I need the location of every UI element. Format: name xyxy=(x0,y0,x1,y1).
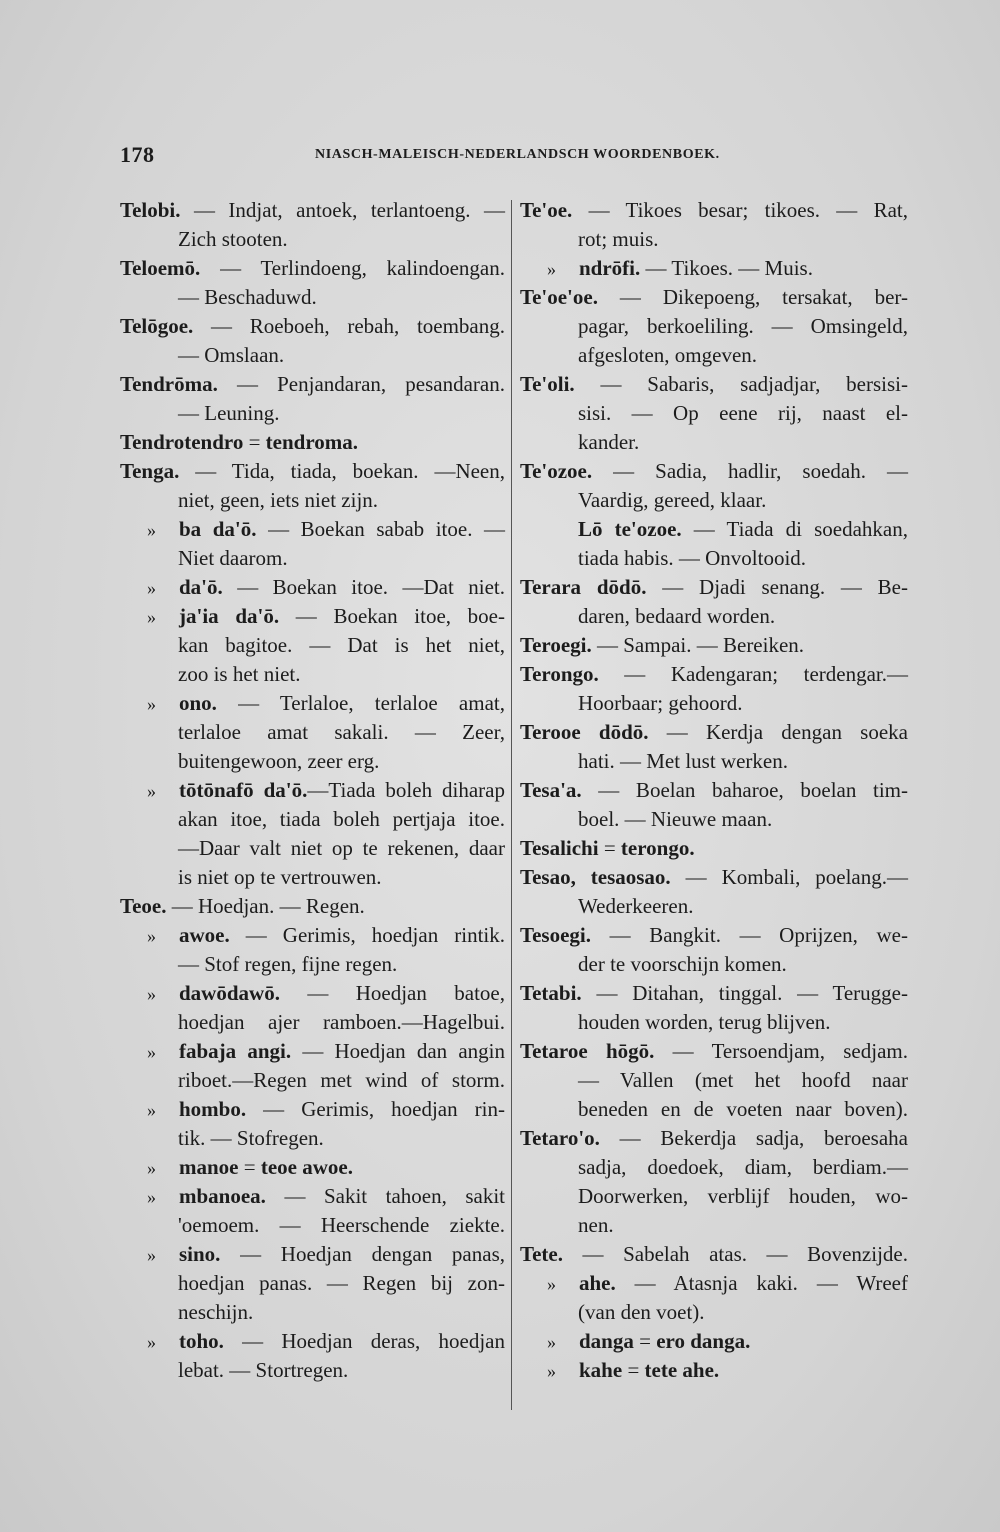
headword: Tendrotendro xyxy=(120,430,244,454)
definition-text: — Bangkit. — Oprijzen, we- xyxy=(590,923,908,947)
headword: Te'ozoe. xyxy=(520,459,593,483)
definition-text: — Hoedjan dengan panas, xyxy=(220,1242,505,1266)
entry-continuation-line xyxy=(520,1153,908,1182)
headword: sino. xyxy=(179,1242,221,1266)
subentry-marker: » xyxy=(147,926,156,946)
definition-text: sisi. — Op eene rij, naast el- xyxy=(578,401,908,425)
entry-continuation-line xyxy=(520,544,908,573)
definition-text: afgesloten, omgeven. xyxy=(578,343,758,367)
headword: Tetaro'o. xyxy=(520,1126,600,1150)
dictionary-entry-line xyxy=(520,863,908,892)
definition-text: beneden en de voeten naar boven). xyxy=(578,1097,908,1121)
definition-text: — Tiada di soedahkan, xyxy=(681,517,908,541)
cross-reference-headword: tete ahe. xyxy=(644,1358,720,1382)
definition-text: nen. xyxy=(578,1213,614,1237)
dictionary-entry-line xyxy=(120,573,505,602)
entry-continuation-line xyxy=(120,1269,505,1298)
dictionary-entry-line xyxy=(520,515,908,544)
entry-continuation-line xyxy=(120,950,505,979)
definition-text: — Tikoes. — Muis. xyxy=(640,256,813,280)
subentry-marker: » xyxy=(147,781,156,801)
dictionary-entry-line xyxy=(120,1240,505,1269)
dictionary-entry-line xyxy=(520,254,908,283)
definition-text: — Roeboeh, rebah, toembang. xyxy=(193,314,505,338)
entry-continuation-line xyxy=(520,486,908,515)
headword: tōtōnafō da'ō. xyxy=(179,778,308,802)
definition-text: rot; muis. xyxy=(578,227,659,251)
dictionary-entry-line xyxy=(520,631,908,660)
subentry-marker: » xyxy=(147,1187,156,1207)
dictionary-entry-line xyxy=(520,1037,908,1066)
entry-continuation-line xyxy=(520,1298,908,1327)
entry-continuation-line xyxy=(520,399,908,428)
definition-text: tik. — Stofregen. xyxy=(178,1126,324,1150)
entry-continuation-line xyxy=(520,892,908,921)
subentry-marker: » xyxy=(547,1332,556,1352)
dictionary-entry-line xyxy=(120,1182,505,1211)
definition-text: — Dikepoeng, tersakat, ber- xyxy=(597,285,908,309)
entry-continuation-line xyxy=(120,1008,505,1037)
definition-text: = xyxy=(243,430,266,454)
definition-text: zoo is het niet. xyxy=(178,662,301,686)
definition-text: Niet daarom. xyxy=(178,546,288,570)
definition-text: — Kadengaran; terdengar.— xyxy=(598,662,908,686)
definition-text: niet, geen, iets niet zijn. xyxy=(178,488,379,512)
definition-text: Zich stooten. xyxy=(178,227,288,251)
dictionary-entry-line xyxy=(120,1095,505,1124)
definition-text: der te voorschijn komen. xyxy=(578,952,787,976)
subentry-marker: » xyxy=(147,694,156,714)
headword: Tesalichi xyxy=(520,836,599,860)
entry-continuation-line xyxy=(120,747,505,776)
entry-continuation-line xyxy=(520,1008,908,1037)
cross-reference-headword: terongo. xyxy=(620,836,695,860)
entry-continuation-line xyxy=(120,863,505,892)
dictionary-entry-line xyxy=(520,1269,908,1298)
headword: awoe. xyxy=(179,923,230,947)
dictionary-entry-line xyxy=(120,515,505,544)
entry-continuation-line xyxy=(120,631,505,660)
headword: Telōgoe. xyxy=(120,314,194,338)
entry-continuation-line xyxy=(520,950,908,979)
dictionary-entry-line xyxy=(520,1356,908,1385)
cross-reference-headword: teoe awoe. xyxy=(260,1155,353,1179)
definition-text: — Atasnja kaki. — Wreef xyxy=(615,1271,908,1295)
headword: ba da'ō. xyxy=(179,517,257,541)
subentry-marker: » xyxy=(547,1274,556,1294)
definition-text: —Daar valt niet op te rekenen, daar xyxy=(178,836,505,860)
definition-text: lebat. — Stortregen. xyxy=(178,1358,349,1382)
page-header xyxy=(120,142,910,172)
headword: danga xyxy=(579,1329,634,1353)
subentry-marker: » xyxy=(547,1361,556,1381)
headword: mbanoea. xyxy=(179,1184,266,1208)
definition-text: Vaardig, gereed, klaar. xyxy=(578,488,767,512)
definition-text: — Stof regen, fijne regen. xyxy=(178,952,398,976)
definition-text: Doorwerken, verblijf houden, wo- xyxy=(578,1184,908,1208)
definition-text: — Sampai. — Bereiken. xyxy=(591,633,805,657)
dictionary-entry-line xyxy=(520,573,908,602)
definition-text: — Leuning. xyxy=(178,401,280,425)
definition-text: — Tida, tiada, boekan. —Neen, xyxy=(179,459,505,483)
entry-continuation-line xyxy=(520,747,908,776)
dictionary-entry-line xyxy=(520,1240,908,1269)
dictionary-entry-line xyxy=(520,196,908,225)
dictionary-entry-line xyxy=(520,718,908,747)
definition-text: akan itoe, tiada boleh pertjaja itoe. xyxy=(178,807,505,831)
entry-continuation-line xyxy=(120,1298,505,1327)
definition-text: — Boekan sabab itoe. — xyxy=(256,517,506,541)
entry-continuation-line xyxy=(520,341,908,370)
definition-text: kan bagitoe. — Dat is het niet, xyxy=(178,633,505,657)
definition-text: buitengewoon, zeer erg. xyxy=(178,749,380,773)
headword: Terooe dōdō. xyxy=(520,720,649,744)
dictionary-entry-line xyxy=(120,921,505,950)
definition-text: — Omslaan. xyxy=(178,343,285,367)
definition-text: — Hoedjan deras, hoedjan xyxy=(223,1329,505,1353)
definition-text: — Hoedjan. — Regen. xyxy=(166,894,365,918)
entry-continuation-line xyxy=(520,689,908,718)
headword: Tete. xyxy=(520,1242,563,1266)
definition-text: — Sabelah atas. — Bovenzijde. xyxy=(562,1242,908,1266)
definition-text: — Djadi senang. — Be- xyxy=(646,575,908,599)
definition-text: — Kerdja dengan soeka xyxy=(648,720,908,744)
cross-reference-headword: ero danga. xyxy=(656,1329,751,1353)
definition-text: — Tersoendjam, sedjam. xyxy=(654,1039,908,1063)
definition-text: Wederkeeren. xyxy=(578,894,694,918)
entry-continuation-line xyxy=(520,1095,908,1124)
headword: Terongo. xyxy=(520,662,599,686)
definition-text: Hoorbaar; gehoord. xyxy=(578,691,743,715)
entry-continuation-line xyxy=(520,602,908,631)
definition-text: — Gerimis, hoedjan rintik. xyxy=(229,923,505,947)
entry-continuation-line xyxy=(520,1182,908,1211)
subentry-marker: » xyxy=(147,1158,156,1178)
dictionary-entry-line xyxy=(520,921,908,950)
dictionary-entry-line xyxy=(120,457,505,486)
definition-text: — Hoedjan dan angin xyxy=(291,1039,505,1063)
entry-continuation-line xyxy=(520,1211,908,1240)
definition-text: — Sadia, hadlir, soedah. — xyxy=(592,459,908,483)
subentry-marker: » xyxy=(147,607,156,627)
definition-text: is niet op te vertrouwen. xyxy=(178,865,382,889)
definition-text: — Gerimis, hoedjan rin- xyxy=(246,1097,505,1121)
entry-continuation-line xyxy=(120,718,505,747)
definition-text: = xyxy=(622,1358,645,1382)
headword: ndrōfi. xyxy=(579,256,641,280)
headword: Teloemō. xyxy=(120,256,201,280)
dictionary-entry-line xyxy=(120,254,505,283)
headword: fabaja angi. xyxy=(179,1039,292,1063)
headword: Tesao, tesaosao. xyxy=(520,865,671,889)
entry-continuation-line xyxy=(120,544,505,573)
entry-continuation-line xyxy=(120,225,505,254)
headword: Tetaroe hōgō. xyxy=(520,1039,655,1063)
definition-text: terlaloe amat sakali. — Zeer, xyxy=(178,720,505,744)
headword: da'ō. xyxy=(179,575,223,599)
definition-text: = xyxy=(238,1155,261,1179)
subentry-marker: » xyxy=(147,520,156,540)
subentry-marker: » xyxy=(547,259,556,279)
running-title: NIASCH-MALEISCH-NEDERLANDSCH WOORDENBOEK. xyxy=(315,147,720,162)
definition-text: — Boekan itoe. —Dat niet. xyxy=(222,575,505,599)
headword: kahe xyxy=(579,1358,623,1382)
page-number: 178 xyxy=(120,142,155,167)
entry-continuation-line xyxy=(520,1066,908,1095)
dictionary-entry-line xyxy=(520,1124,908,1153)
headword: hombo. xyxy=(179,1097,247,1121)
definition-text: hoedjan panas. — Regen bij zon- xyxy=(178,1271,505,1295)
dictionary-entry-line xyxy=(120,689,505,718)
definition-text: — Bekerdja sadja, beroesaha xyxy=(599,1126,908,1150)
dictionary-entry-line xyxy=(520,283,908,312)
definition-text: — Indjat, antoek, terlantoeng. — xyxy=(180,198,505,222)
subentry-marker: » xyxy=(147,578,156,598)
definition-text: —Tiada boleh diharap xyxy=(307,778,505,802)
dictionary-entry-line xyxy=(520,660,908,689)
headword: Te'oli. xyxy=(520,372,575,396)
entry-continuation-line xyxy=(120,805,505,834)
dictionary-entry-line xyxy=(120,1153,505,1182)
headword: Te'oe'oe. xyxy=(520,285,598,309)
entry-continuation-line xyxy=(120,1066,505,1095)
dictionary-entry-line xyxy=(120,892,505,921)
headword: manoe xyxy=(179,1155,239,1179)
entry-continuation-line xyxy=(120,341,505,370)
headword: Te'oe. xyxy=(520,198,573,222)
dictionary-entry-line xyxy=(120,776,505,805)
definition-text: — Sabaris, sadjadjar, bersisi- xyxy=(574,372,908,396)
subentry-marker: » xyxy=(147,1100,156,1120)
dictionary-entry-line xyxy=(120,1037,505,1066)
entry-continuation-line xyxy=(520,225,908,254)
definition-text: tiada habis. — Onvoltooid. xyxy=(578,546,807,570)
headword: Tesa'a. xyxy=(520,778,582,802)
definition-text: — Penjandaran, pesandaran. xyxy=(217,372,505,396)
subentry-marker: » xyxy=(147,1332,156,1352)
left-column xyxy=(120,196,505,1385)
dictionary-entry-line xyxy=(520,370,908,399)
headword: Telobi. xyxy=(120,198,181,222)
definition-text: = xyxy=(598,836,621,860)
entry-continuation-line xyxy=(520,428,908,457)
dictionary-entry-line xyxy=(520,834,908,863)
subentry-marker: » xyxy=(147,1245,156,1265)
dictionary-entry-line xyxy=(520,979,908,1008)
column-divider xyxy=(511,200,512,1410)
headword: Teoe. xyxy=(120,894,167,918)
definition-text: daren, bedaard worden. xyxy=(578,604,776,628)
dictionary-entry-line xyxy=(120,1327,505,1356)
headword: Tesoegi. xyxy=(520,923,591,947)
dictionary-entry-line xyxy=(120,602,505,631)
right-column xyxy=(520,196,908,1385)
definition-text: — Boekan itoe, boe- xyxy=(279,604,505,628)
dictionary-entry-line xyxy=(520,776,908,805)
headword: Terara dōdō. xyxy=(520,575,647,599)
definition-text: — Sakit tahoen, sakit xyxy=(265,1184,505,1208)
definition-text: = xyxy=(633,1329,657,1353)
entry-continuation-line xyxy=(520,312,908,341)
cross-reference-headword: tendroma. xyxy=(265,430,359,454)
headword: Teroegi. xyxy=(520,633,592,657)
definition-text: (van den voet). xyxy=(578,1300,705,1324)
dictionary-entry-line xyxy=(120,196,505,225)
definition-text: — Terlindoeng, kalindoengan. xyxy=(200,256,505,280)
definition-text: — Tikoes besar; tikoes. — Rat, xyxy=(572,198,908,222)
definition-text: — Kombali, poelang.— xyxy=(670,865,909,889)
dictionary-entry-line xyxy=(120,370,505,399)
headword: ja'ia da'ō. xyxy=(179,604,280,628)
headword: dawōdawō. xyxy=(179,981,280,1005)
headword: Lō te'ozoe. xyxy=(578,517,682,541)
definition-text: pagar, berkoeliling. — Omsingeld, xyxy=(578,314,908,338)
entry-continuation-line xyxy=(120,660,505,689)
definition-text: sadja, doedoek, diam, berdiam.— xyxy=(578,1155,908,1179)
entry-continuation-line xyxy=(120,834,505,863)
definition-text: — Boelan baharoe, boelan tim- xyxy=(581,778,908,802)
headword: ono. xyxy=(179,691,217,715)
subentry-marker: » xyxy=(147,1042,156,1062)
definition-text: — Beschaduwd. xyxy=(178,285,317,309)
dictionary-entry-line xyxy=(520,1327,908,1356)
dictionary-entry-line xyxy=(120,312,505,341)
definition-text: — Terlaloe, terlaloe amat, xyxy=(216,691,505,715)
definition-text: houden worden, terug blijven. xyxy=(578,1010,831,1034)
dictionary-entry-line xyxy=(520,457,908,486)
definition-text: riboet.—Regen met wind of storm. xyxy=(178,1068,505,1092)
entry-continuation-line xyxy=(120,283,505,312)
entry-continuation-line xyxy=(520,805,908,834)
dictionary-entry-line xyxy=(120,428,505,457)
definition-text: — Ditahan, tinggal. — Terugge- xyxy=(581,981,908,1005)
definition-text: — Vallen (met het hoofd naar xyxy=(578,1068,908,1092)
definition-text: — Hoedjan batoe, xyxy=(279,981,505,1005)
headword: ahe. xyxy=(579,1271,616,1295)
dictionary-entry-line xyxy=(120,979,505,1008)
headword: Tetabi. xyxy=(520,981,582,1005)
definition-text: hoedjan ajer ramboen.—Hagelbui. xyxy=(178,1010,505,1034)
definition-text: boel. — Nieuwe maan. xyxy=(578,807,773,831)
definition-text: 'oemoem. — Heerschende ziekte. xyxy=(178,1213,505,1237)
headword: Tendrōma. xyxy=(120,372,218,396)
entry-continuation-line xyxy=(120,1211,505,1240)
entry-continuation-line xyxy=(120,399,505,428)
definition-text: neschijn. xyxy=(178,1300,254,1324)
entry-continuation-line xyxy=(120,486,505,515)
headword: Tenga. xyxy=(120,459,180,483)
definition-text: hati. — Met lust werken. xyxy=(578,749,788,773)
entry-continuation-line xyxy=(120,1124,505,1153)
entry-continuation-line xyxy=(120,1356,505,1385)
headword: toho. xyxy=(179,1329,224,1353)
definition-text: kander. xyxy=(578,430,640,454)
subentry-marker: » xyxy=(147,984,156,1004)
